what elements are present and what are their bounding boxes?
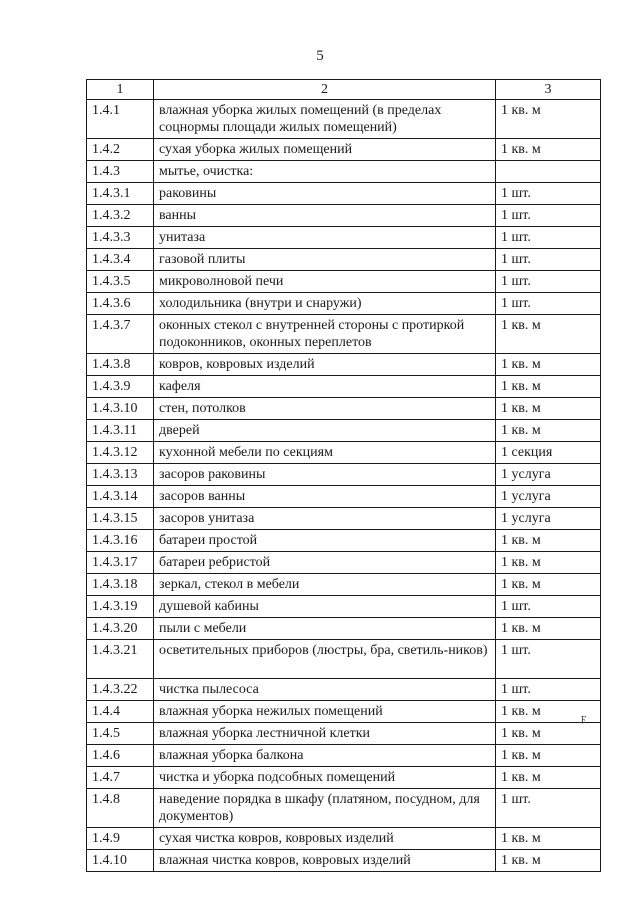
table-row: [87, 596, 601, 618]
unit-cell: 1 услуга: [496, 508, 601, 530]
unit-cell: 1 кв. м: [496, 850, 601, 872]
unit-cell: 1 шт.: [496, 596, 601, 618]
service-name-cell: влажная уборка балкона: [154, 745, 496, 767]
row-number-cell: 1.4.3: [87, 161, 154, 183]
service-name-cell: дверей: [154, 420, 496, 442]
service-name-cell: засоров унитаза: [154, 508, 496, 530]
unit-cell: 1 кв. м: [496, 420, 601, 442]
table-row: [87, 183, 601, 205]
table-body: [87, 100, 601, 872]
service-name-cell: осветительных приборов (люстры, бра, светиль-ников): [154, 640, 496, 679]
service-name-cell: батареи простой: [154, 530, 496, 552]
service-name-cell: кухонной мебели по секциям: [154, 442, 496, 464]
unit-cell: 1 шт.: [496, 227, 601, 249]
unit-cell: 1 кв. м: [496, 828, 601, 850]
unit-cell: [496, 161, 601, 183]
table-row: [87, 552, 601, 574]
row-number-cell: 1.4.3.14: [87, 486, 154, 508]
table-row: [87, 205, 601, 227]
row-number-cell: 1.4.3.11: [87, 420, 154, 442]
row-number-cell: 1.4.8: [87, 789, 154, 828]
row-number-cell: 1.4.3.15: [87, 508, 154, 530]
service-name-cell: душевой кабины: [154, 596, 496, 618]
table-header-row: [87, 80, 601, 100]
service-name-cell: унитаза: [154, 227, 496, 249]
table-row: [87, 442, 601, 464]
unit-cell: 1 услуга: [496, 464, 601, 486]
unit-cell: 1 кв. м: [496, 100, 601, 139]
unit-cell: 1 кв. м: [496, 618, 601, 640]
table-row: [87, 618, 601, 640]
row-number-cell: 1.4.3.2: [87, 205, 154, 227]
service-name-cell: влажная чистка ковров, ковровых изделий: [154, 850, 496, 872]
table-row: [87, 745, 601, 767]
table-row: [87, 530, 601, 552]
column-header-service: 2: [154, 80, 496, 100]
service-name-cell: пыли с мебели: [154, 618, 496, 640]
row-number-cell: 1.4.6: [87, 745, 154, 767]
unit-cell: 1 кв. м: [496, 354, 601, 376]
unit-cell: 1 шт.: [496, 293, 601, 315]
row-number-cell: 1.4.3.21: [87, 640, 154, 679]
column-header-unit: 3: [496, 80, 601, 100]
row-number-cell: 1.4.3.16: [87, 530, 154, 552]
service-name-cell: засоров ванны: [154, 486, 496, 508]
ink-mark-icon: ϝ: [581, 712, 586, 724]
unit-cell: 1 кв. м: [496, 574, 601, 596]
table-row: [87, 850, 601, 872]
unit-cell: 1 кв. м: [496, 723, 601, 745]
table-row: [87, 574, 601, 596]
service-name-cell: газовой плиты: [154, 249, 496, 271]
unit-cell: 1 кв. м: [496, 530, 601, 552]
row-number-cell: 1.4.1: [87, 100, 154, 139]
unit-cell: 1 кв. м: [496, 398, 601, 420]
service-name-cell: оконных стекол с внутренней стороны с протиркой подоконников, оконных переплетов: [154, 315, 496, 354]
row-number-cell: 1.4.10: [87, 850, 154, 872]
row-number-cell: 1.4.3.20: [87, 618, 154, 640]
service-name-cell: влажная уборка жилых помещений (в пределах соцнормы площади жилых помещений): [154, 100, 496, 139]
row-number-cell: 1.4.9: [87, 828, 154, 850]
row-number-cell: 1.4.7: [87, 767, 154, 789]
unit-cell: 1 шт.: [496, 183, 601, 205]
row-number-cell: 1.4.3.4: [87, 249, 154, 271]
service-name-cell: чистка и уборка подсобных помещений: [154, 767, 496, 789]
service-name-cell: раковины: [154, 183, 496, 205]
table-row: [87, 767, 601, 789]
table-row: [87, 376, 601, 398]
unit-cell: 1 кв. м: [496, 767, 601, 789]
unit-cell: 1 секция: [496, 442, 601, 464]
unit-cell: 1 шт.: [496, 640, 601, 679]
service-name-cell: чистка пылесоса: [154, 679, 496, 701]
service-name-cell: холодильника (внутри и снаружи): [154, 293, 496, 315]
row-number-cell: 1.4.3.5: [87, 271, 154, 293]
table-row: [87, 723, 601, 745]
service-name-cell: стен, потолков: [154, 398, 496, 420]
unit-cell: 1 шт.: [496, 271, 601, 293]
page-number: 5: [316, 48, 324, 64]
unit-cell: 1 кв. м: [496, 745, 601, 767]
service-name-cell: мытье, очистка:: [154, 161, 496, 183]
table-row: [87, 249, 601, 271]
unit-cell: 1 кв. м: [496, 315, 601, 354]
table-row: [87, 354, 601, 376]
row-number-cell: 1.4.3.1: [87, 183, 154, 205]
table-row: [87, 293, 601, 315]
service-name-cell: сухая уборка жилых помещений: [154, 139, 496, 161]
unit-cell: 1 услуга: [496, 486, 601, 508]
row-number-cell: 1.4.3.13: [87, 464, 154, 486]
table-row: [87, 227, 601, 249]
unit-cell: 1 кв. м: [496, 139, 601, 161]
services-table: [86, 79, 601, 872]
row-number-cell: 1.4.3.18: [87, 574, 154, 596]
table-row: [87, 161, 601, 183]
row-number-cell: 1.4.5: [87, 723, 154, 745]
unit-cell: 1 шт.: [496, 789, 601, 828]
row-number-cell: 1.4.3.9: [87, 376, 154, 398]
table-row: [87, 315, 601, 354]
unit-cell: 1 шт.: [496, 249, 601, 271]
table-row: [87, 679, 601, 701]
table-row: [87, 271, 601, 293]
table-row: [87, 789, 601, 828]
service-name-cell: кафеля: [154, 376, 496, 398]
row-number-cell: 1.4.3.22: [87, 679, 154, 701]
unit-cell: 1 шт.: [496, 679, 601, 701]
service-name-cell: батареи ребристой: [154, 552, 496, 574]
service-name-cell: ковров, ковровых изделий: [154, 354, 496, 376]
row-number-cell: 1.4.3.19: [87, 596, 154, 618]
row-number-cell: 1.4.3.6: [87, 293, 154, 315]
row-number-cell: 1.4.4: [87, 701, 154, 723]
row-number-cell: 1.4.3.17: [87, 552, 154, 574]
service-name-cell: микроволновой печи: [154, 271, 496, 293]
service-name-cell: засоров раковины: [154, 464, 496, 486]
service-name-cell: зеркал, стекол в мебели: [154, 574, 496, 596]
row-number-cell: 1.4.3.3: [87, 227, 154, 249]
service-name-cell: влажная уборка нежилых помещений: [154, 701, 496, 723]
table-row: [87, 508, 601, 530]
table-row: [87, 828, 601, 850]
table-row: [87, 701, 601, 723]
table-row: [87, 486, 601, 508]
unit-cell: 1 кв. м: [496, 701, 601, 723]
service-name-cell: сухая чистка ковров, ковровых изделий: [154, 828, 496, 850]
service-name-cell: влажная уборка лестничной клетки: [154, 723, 496, 745]
unit-cell: 1 кв. м: [496, 376, 601, 398]
unit-cell: 1 шт.: [496, 205, 601, 227]
table-row: [87, 100, 601, 139]
table-row: [87, 398, 601, 420]
table-row: [87, 420, 601, 442]
table-row: [87, 464, 601, 486]
row-number-cell: 1.4.3.7: [87, 315, 154, 354]
table-row: [87, 640, 601, 679]
column-header-number: 1: [87, 80, 154, 100]
row-number-cell: 1.4.2: [87, 139, 154, 161]
row-number-cell: 1.4.3.10: [87, 398, 154, 420]
row-number-cell: 1.4.3.8: [87, 354, 154, 376]
unit-cell: 1 кв. м: [496, 552, 601, 574]
row-number-cell: 1.4.3.12: [87, 442, 154, 464]
service-name-cell: ванны: [154, 205, 496, 227]
service-name-cell: наведение порядка в шкафу (платяном, посудном, для документов): [154, 789, 496, 828]
table-row: [87, 139, 601, 161]
